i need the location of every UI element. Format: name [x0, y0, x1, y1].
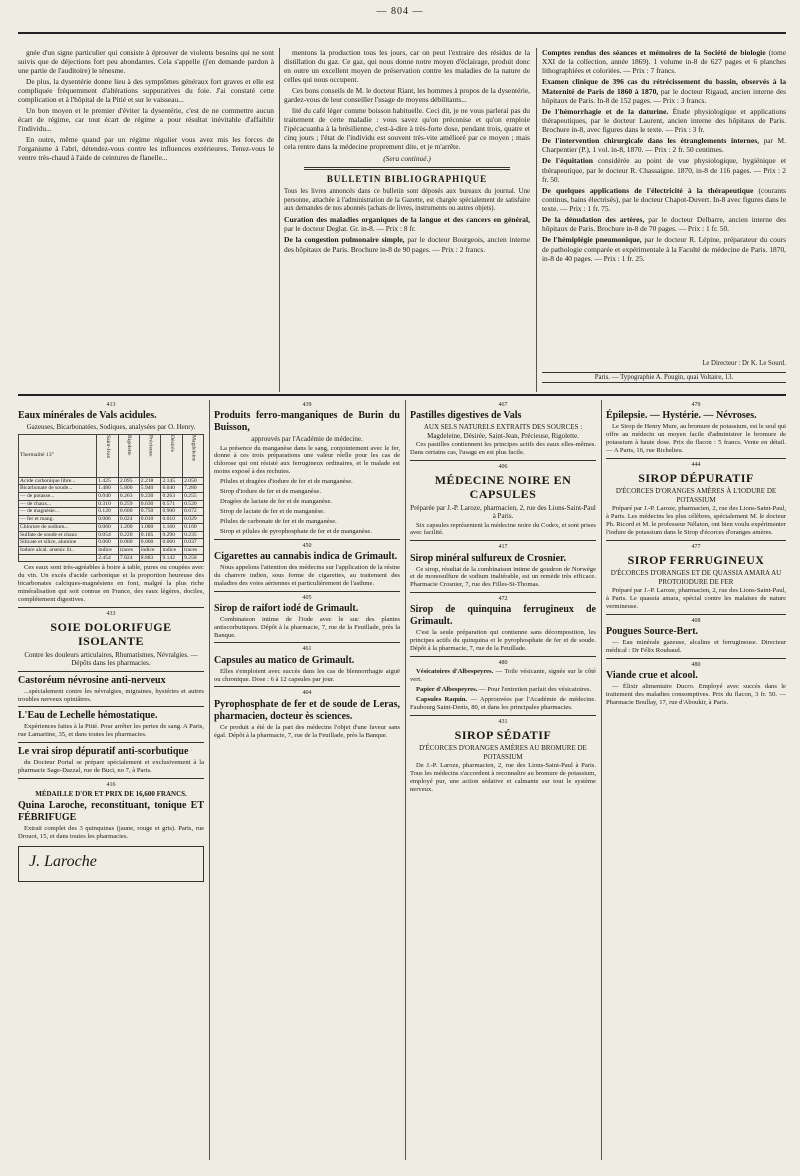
ad-title: Sirop minéral sulfureux de Crosnier.	[410, 552, 567, 564]
table-cell: 1.480	[97, 485, 119, 493]
ad-divider	[606, 614, 786, 615]
ads-column-4	[606, 400, 786, 1160]
table-cell: 1.425	[97, 477, 119, 485]
table-cell: — de magnésie...	[19, 508, 97, 516]
table-cell: 2.454	[97, 554, 119, 562]
bib-entry	[542, 235, 786, 262]
table-header: Précieuse	[139, 434, 161, 477]
table-header: Thermalité 13°	[19, 434, 97, 477]
table-cell: 6.040	[161, 485, 183, 493]
ad-text: du Docteur Portal se prépare spécialement et exclusivement à la pharmacie Sage-Dazzal, rue de Buci, no 7, à Paris.	[18, 759, 204, 775]
table-cell: 5.800	[118, 485, 139, 493]
table-row	[19, 500, 204, 508]
table-cell: 0.024	[118, 516, 139, 524]
table-cell: 2.095	[118, 477, 139, 485]
table-cell: Sulfate de soude et chaux	[19, 531, 97, 539]
ad-number: 467	[498, 402, 508, 408]
director-line: Le Directeur : Dr K. Le Sourd.	[702, 360, 786, 367]
table-row	[19, 554, 204, 562]
ad-title: Pougues Source-Bert.	[606, 626, 699, 638]
ad-text: — Eau minérale gazeuse, alcaline et ferrugineuse. Directeur médical : Dr Félix Roubaud.	[606, 639, 786, 654]
ad-text	[410, 686, 596, 694]
table-row	[19, 516, 204, 524]
bib-entry-text: considérée au point de vue physiologique, hygiénique et thérapeutique, par le docteur R. Chassaigne. 1870, in-8 de 116 pages. — Prix : 2 fr. 50.	[542, 156, 786, 184]
ad-number: 433	[106, 610, 116, 617]
ad-number: 450	[302, 542, 312, 549]
ad-title: Eaux minérales de Vals acidules.	[18, 410, 157, 422]
ad-title: Le vrai sirop dépuratif anti-scorbutique	[18, 746, 189, 758]
ad-subtitle: Préparée par J.-P. Laroze, pharmacien, 2, rue des Lions-Saint-Paul à Paris.	[410, 503, 596, 521]
ad-divider	[214, 686, 400, 687]
ad-list-item: Dragées de lactate de fer et de manganèse.	[220, 498, 333, 506]
ad-divider	[410, 540, 596, 541]
table-row	[19, 539, 204, 547]
table-cell: 0.060	[118, 539, 139, 547]
bib-entry	[542, 77, 786, 105]
table-cell: Bicarbonate de soude...	[19, 485, 97, 493]
ad-subtitle: D'ÉCORCES D'ORANGES AMÈRES À L'IODURE DE POTASSIUM	[615, 487, 777, 504]
ad-divider	[410, 656, 596, 657]
ads-column-3	[410, 400, 596, 1160]
column-divider	[209, 400, 210, 1160]
table-cell: 7.824	[118, 554, 139, 562]
ad-divider	[18, 671, 204, 672]
ad-divider	[214, 642, 400, 643]
bulletin-entry-title: Curation des maladies organiques de la langue et des cancers en général,	[284, 215, 530, 225]
bib-entry-text: Étude physiologique et applications thérapeutiques, par le docteur Laurent, ancien interne des hôpitaux de Paris. Brochure in-8, avec figures dans le texte. — Prix : 3 fr.	[542, 106, 786, 135]
ad-number: 461	[302, 646, 312, 653]
bib-entry-text: par le docteur Rigaud, ancien interne des hôpitaux de Paris. In-8 de 152 pages. — Prix : 3 francs.	[542, 86, 786, 105]
table-cell: 0.010	[161, 516, 183, 524]
table-cell: — fer et mang.	[19, 516, 97, 524]
table-cell: 1.200	[118, 523, 139, 531]
table-cell: 2.050	[183, 477, 204, 485]
table-row	[19, 485, 204, 493]
table-cell: 0.060	[161, 539, 183, 547]
ad-subtitle: D'ÉCORCES D'ORANGES AMÈRES AU BROMURE DE POTASSIUM	[419, 744, 587, 761]
ad-text: Le Sirop de Henry Mure, au bromure de potassium, est le seul qui offre au médecin un moyen facile d'administrer le bromure de potassium à haute dose. Prix du flacon : 5 francs. Vente en détail. — A Paris, 16, rue Richelieu.	[606, 423, 786, 454]
bulletin-entry-text: par le docteur Bourgeois, ancien interne des hôpitaux de Paris. Brochure in-8 de 90 pages. — Prix : 2 francs.	[284, 235, 530, 254]
bib-entry-title: De l'équitation	[542, 156, 593, 166]
bib-entry-title: Examen clinique de 396 cas du rétrécissement du bassin, observés à la Maternité de Paris de 1860 à 1870,	[542, 77, 786, 96]
article-paragraph: En outre, même quand par un régime régulier vous avez mis les forces de l'organisme à l'abri, détendez-vous contre les influences extérieures. Tenez-vous le ventre très-chaud à l'aide de ceintures de flanelle...	[18, 135, 274, 163]
table-cell: 0.600	[118, 508, 139, 516]
ads-column-2	[214, 400, 400, 1160]
bib-entry-title: De l'hémiplégie pneumonique,	[542, 235, 642, 245]
bib-entry-title: De l'intervention chirurgicale dans les étranglements internes,	[542, 136, 760, 146]
article-paragraph: lité du café léger comme boisson habituelle. Ceci dit, je ne vous parlerai pas du traitement de cette maladie : vous savez qu'on préconise et qu'on emploie l'ipécacuanha à la brésilienne, c'est-à-dire à très-forte dose, pendant trois, quatre et cinq jours ; l'état de l'individu est souvent très-vite amélioré par ce moyen ; mais cela rentre dans la médecine proprement dite, et je m'arrête.	[284, 106, 530, 152]
table-cell: 0.263	[161, 492, 183, 500]
ad-number: 439	[302, 402, 312, 408]
article-column-1	[18, 48, 274, 392]
table-cell: 0.750	[139, 508, 161, 516]
ad-title: Viande crue et alcool.	[606, 670, 698, 682]
table-cell: Silicate et silice, alumine	[19, 539, 97, 547]
page-number: — 804 —	[376, 6, 424, 17]
ad-title: Sirop de quinquina ferrugineux de Grimault.	[410, 604, 596, 628]
ad-number: 404	[302, 690, 312, 697]
ads-top-rule	[18, 394, 786, 396]
ad-divider	[606, 458, 786, 459]
medal-text: MÉDAILLE D'OR ET PRIX DE 16,600 FRANCS.	[35, 790, 187, 799]
printer-line: Paris. — Typographie A. Pougin, quai Voltaire, 13.	[542, 372, 786, 383]
bulletin-entry-title: De la congestion pulmonaire simple,	[284, 235, 405, 245]
ad-text: Six capsules représentent la médecine noire du Codex, et sont prises avec facilité.	[410, 521, 596, 537]
bib-entry	[542, 48, 786, 75]
ad-title: MÉDECINE NOIRE EN CAPSULES	[434, 472, 572, 502]
table-cell: 0.310	[97, 500, 119, 508]
table-cell: — de chaux...	[19, 500, 97, 508]
ad-number: 444	[691, 461, 701, 468]
ad-text: Ces pastilles contiennent les principes actifs des eaux elles-mêmes. Dans certains cas, l'usage en est plus facile.	[410, 440, 596, 456]
ad-list-item: Sirop d'iodure de fer et de manganèse.	[220, 488, 321, 496]
ad-subtitle: D'ÉCORCES D'ORANGES ET DE QUASSIA AMARA AU PROTOIODURE DE FER	[610, 569, 782, 586]
ad-number: 416	[106, 782, 116, 789]
ad-title: Castoréum névrosine anti-nerveux	[18, 674, 166, 686]
table-cell: 0.006	[97, 516, 119, 524]
table-cell: 0.060	[139, 539, 161, 547]
bulletin-entry	[284, 235, 530, 253]
ad-text: Préparé par J.-P. Laroze, pharmacien, 2, rue des Lions-Saint-Paul, à Paris. Le quassia amara, spécial contre les malaises de nature vermineuse.	[606, 587, 786, 610]
article-paragraph: Ces bons conseils de M. le docteur Riant, les hommes à propos de la dysentérie, gardez-vous de leur conseiller l'usage de moyens débilitants...	[284, 86, 530, 105]
bib-entry-text: par le docteur R. Lépine, préparateur du cours de pathologie comparée et expérimentale à la Faculté de médecine de Paris. 1870, in-8 de 40 pages. — Prix : 1 fr. 25.	[542, 235, 786, 263]
table-row	[19, 508, 204, 516]
ad-text: — Élixir alimentaire Ducro. Employé avec succès dans le traitement des maladies consomptives. Prix du flacon, 3 fr. 50. — Pharmacie Boullay, 17, rue d'Aboukir, à Paris.	[606, 683, 786, 706]
ad-title: SOIE DOLORIFUGE ISOLANTE	[50, 620, 172, 649]
table-cell: 0.571	[161, 500, 183, 508]
ad-number: 479	[691, 402, 701, 408]
table-cell: 0.160	[183, 523, 204, 531]
bulletin-intro: Tous les livres annoncés dans ce bulletin sont déposés aux bureaux du journal. Une personne, attachée à l'administration de la Gazette, est chargée spécialement de satisfaire aux demandes de nos abonnés (achats de livres, instruments ou autres objets).	[284, 188, 530, 212]
ad-text: Elles s'emploient avec succès dans les cas de blennorrhagie aiguë ou chronique. Dose : 6 à 12 capsules par jour.	[214, 667, 400, 683]
bib-entry-title: De l'hémorrhagie et de la daturine.	[542, 106, 669, 116]
bibliography-column	[542, 48, 786, 368]
table-cell: 0.900	[161, 508, 183, 516]
table-header: Rigolette	[118, 434, 139, 477]
table-row	[19, 492, 204, 500]
table-cell: 0.060	[97, 539, 119, 547]
table-cell: 0.235	[183, 531, 204, 539]
ad-title: Vésicatoires d'Albespeyres.	[416, 668, 494, 676]
article-paragraph: gnée d'un signe particulier qui consiste à éprouver de violents besoins qui ne sont suivis que de déjections fort peu abondantes. Cela s'appelle (j'en demande pardon à une partie de l'auditoire) le ténesme.	[18, 48, 274, 76]
ad-number: 406	[498, 463, 508, 470]
column-divider	[279, 48, 280, 392]
ad-text: C'est la seule préparation qui contienne sans décomposition, les principes actifs du quinquina et le pyrophosphate de fer et de soude. Dépôt à la pharmacie, 7, rue de la Feuillade.	[410, 629, 596, 653]
ad-text: ...spécialement contre les névralgies, migraines, hystéries et autres troubles nerveux opiniâtres.	[18, 687, 204, 703]
ad-title: Pastilles digestives de Vals	[410, 410, 522, 422]
bulletin-entry-text: par le docteur Deglat. Gr. in-8. — Prix : 8 fr.	[284, 224, 416, 234]
ad-divider	[410, 715, 596, 716]
column-divider	[536, 48, 537, 392]
ad-title: Capsules au matico de Grimault.	[214, 654, 355, 666]
ad-divider	[410, 460, 596, 461]
bib-entry-text: par le docteur Delbarre, ancien interne des hôpitaux de Paris. Brochure in-8 de 70 pages. — Prix : 1 fr. 50.	[542, 215, 786, 234]
table-cell: 0.672	[183, 508, 204, 516]
ad-subtitle: approuvés par l'Académie de médecine.	[251, 435, 363, 444]
table-cell: Iodure alcal. arsenic lit..	[19, 546, 97, 554]
ad-divider	[214, 539, 400, 540]
ad-number: 477	[691, 543, 701, 550]
ad-text: — Pour l'entretien parfait des vésicatoires.	[478, 686, 592, 694]
ad-number: 472	[498, 596, 508, 603]
table-cell: 9.258	[183, 554, 204, 562]
ad-text: Ce sirop, résultat de la combinaison intime de goudron de Norwége et de monosulfure de sodium inaltérable, est un remède très efficace. Pharmacie Crosnier, 7, rue des Filles-St-Thomas.	[410, 565, 596, 589]
bib-entry-text: par M. Charpentier (P.), 1 vol. in-8, 1870. — Prix : 2 fr. 50 centimes.	[542, 136, 786, 155]
table-cell: 0.185	[139, 531, 161, 539]
table-header-row	[19, 434, 204, 477]
table-cell: 0.220	[118, 531, 139, 539]
table-cell: 7.280	[183, 485, 204, 493]
table-cell: 0.060	[97, 523, 119, 531]
ad-text: De J.-P. Laroze, pharmacien, 2, rue des Lions-Saint-Paul à Paris. Tous les médecins s'accordent à reconnaître au bromure de potassium, employé pur, une action sédative et calmante sur tout le système nerveux.	[410, 762, 596, 793]
ad-list-item: Sirop de lactate de fer et de manganèse.	[220, 507, 325, 515]
table-cell: 0.029	[183, 516, 204, 524]
ad-number: 480	[498, 660, 508, 667]
ad-title: Pyrophosphate de fer et de soude de Leras, pharmacien, docteur ès sciences.	[214, 698, 400, 722]
ad-divider	[606, 540, 786, 541]
ad-divider	[18, 706, 204, 707]
table-cell: 0.290	[161, 531, 183, 539]
ad-number: 408	[691, 617, 701, 624]
table-cell: traces	[183, 546, 204, 554]
table-cell: 5.940	[139, 485, 161, 493]
ad-text: Nous appelons l'attention des médecins sur l'application de la résine du chanvre indien, sous forme de cigarettes, au traitement des maladies des voies aériennes et particulièrement de l'asthme.	[214, 563, 400, 587]
ad-text: Expériences faites à la Pitié. Pour arrêter les pertes de sang. A Paris, rue Lamartine, 35, et dans toutes les pharmacies.	[18, 723, 204, 739]
column-divider	[601, 400, 602, 1160]
article-paragraph: Un bon moyen et le premier d'éviter la dysentérie, c'est de ne commettre aucun écart de régime, car tout écart de régime a pour résultat inévitable d'affaiblir l'individu...	[18, 106, 274, 134]
bib-entry-title: Comptes rendus des séances et mémoires de la Société de biologie	[542, 48, 766, 57]
table-cell: Acide carbonique libre...	[19, 477, 97, 485]
table-cell: 0.230	[139, 492, 161, 500]
table-cell: — de potasse...	[19, 492, 97, 500]
table-row	[19, 477, 204, 485]
ad-text: Extrait complet des 3 quinquinas (jaune, rouge et gris). Paris, rue Drouot, 15, et dans toutes les pharmacies.	[18, 824, 204, 840]
column-divider	[405, 400, 406, 1160]
ad-text: — Toile vésicante, signée sur le côté vert.	[410, 668, 596, 684]
header-rule	[18, 32, 786, 34]
ad-title: Capsules Raquin.	[416, 696, 468, 704]
signature-logo	[18, 846, 204, 882]
ad-list-item: Pilules et dragées d'iodure de fer et de manganèse.	[220, 478, 353, 486]
ad-list-item: Sirop et pilules de pyrophosphate de fer et de manganèse.	[220, 527, 372, 535]
bib-entry	[542, 186, 786, 213]
ad-text: — Approuvées par l'Académie de médecine. Faubourg Saint-Denis, 80, et dans les principales pharmacies.	[410, 696, 596, 711]
ad-subtitle: Contre les douleurs articulaires, Rhumatismes, Névralgies. — Dépôts dans les pharmacies.	[24, 650, 198, 668]
ad-number: 413	[106, 402, 116, 408]
table-cell: 0.263	[118, 492, 139, 500]
article-paragraph: De plus, la dysentérie donne lieu à des symptômes généraux fort graves et elle est compliquée fréquemment d'altérations suppuratives du foie. J'ai constaté cette complication et à l'hôpital de la Pitié et sur le vaisseau...	[18, 77, 274, 105]
table-cell: indice	[139, 546, 161, 554]
ad-text: Ces eaux sont très-agréables à boire à table, pures ou coupées avec du vin. Un excès d'acide carbonique et la proportion heureuse des bicarbonates calciques-magnésiens en font, malgré la plus riche minéralisation qui soit connue en France, des eaux légères, dociles, complétement digestives.	[18, 564, 204, 603]
ad-text: La présence du manganèse dans le sang, conjointement avec le fer, donne à ces trois préparations une valeur réelle pour les cas de chlorose qui ont résisté aux ferrugineux ordinaires, et le malade est moins exposé à des rechutes.	[214, 444, 400, 476]
ad-text: Ce produit a été de la part des médecins l'objet d'une faveur sans égal. Dépôt à la pharmacie, 7, rue de la Feuillade, près la Banque.	[214, 723, 400, 739]
ad-divider	[606, 658, 786, 659]
ads-column-1	[18, 400, 204, 1160]
bib-entry	[542, 136, 786, 154]
ad-divider	[18, 607, 204, 608]
ad-number: 480	[691, 661, 701, 668]
ad-text	[410, 668, 596, 684]
ad-title: SIROP DÉPURATIF	[638, 471, 754, 485]
ad-text	[410, 696, 596, 712]
ad-title: Papier d'Albespeyres.	[416, 686, 478, 694]
mineral-analysis-table	[18, 434, 204, 563]
table-cell: 1.080	[139, 523, 161, 531]
ad-number: 405	[302, 594, 312, 601]
table-cell: 9.142	[161, 554, 183, 562]
table-cell: 0.255	[183, 492, 204, 500]
bib-entry-title: De la dénudation des artères,	[542, 215, 645, 225]
continued-note: (Sera continué.)	[383, 154, 431, 164]
table-cell: 0.037	[183, 539, 204, 547]
ad-title: Produits ferro-manganiques de Burin du Buisson,	[214, 410, 400, 434]
table-cell: 0.259	[118, 500, 139, 508]
table-header: Saint-Jean	[97, 434, 119, 477]
ad-divider	[410, 592, 596, 593]
ad-text: Combinaison intime de l'iode avec le suc des plantes antiscorbutiques. Dépôt à la pharmacie, 7, rue de la Feuillade, près la Banque.	[214, 615, 400, 639]
bib-entry	[542, 107, 786, 134]
table-cell: 8.883	[139, 554, 161, 562]
bulletin-entry	[284, 215, 530, 233]
ad-title: SIROP SÉDATIF	[454, 728, 552, 743]
ad-divider	[18, 778, 204, 779]
signature-icon: J. Laroche	[29, 853, 97, 871]
table-header: Magdeleine	[183, 434, 204, 477]
table-cell: 0.010	[139, 516, 161, 524]
bib-entry	[542, 156, 786, 183]
ad-subtitle: AUX SELS NATURELS EXTRAITS DES SOURCES : Magdeleine, Désirée, Saint-Jean, Précieuse, Rigolette.	[423, 423, 583, 440]
bib-entry-text: (tome XXI de la collection, année 1869). 1 volume in-8 de 627 pages et 6 planches lithographiées et coloriées. — Prix : 7 francs.	[542, 48, 786, 76]
table-cell: 0.120	[97, 508, 119, 516]
table-header: Désirée	[161, 434, 183, 477]
table-cell: 0.520	[183, 500, 204, 508]
ad-number: 417	[498, 544, 508, 551]
table-cell: Chlorure de sodium...	[19, 523, 97, 531]
ad-divider	[18, 742, 204, 743]
bib-entry-text: (courants continus, bains électrisés), par le docteur Chapot-Duvert. In-8 avec figures dans le texte. — Prix : 1 fr. 75.	[542, 185, 786, 214]
bib-entry	[542, 215, 786, 233]
ad-number: 431	[498, 718, 508, 725]
ad-divider	[214, 591, 400, 592]
ad-text: Préparé par J.-P. Laroze, pharmacien, 2, rue des Lions-Saint-Paul, à Paris. Les médecins les plus célèbres, spécialement M. le docteur Ph. Ricord et M. le professeur Nélaton, ont bien voulu expérimenter l'iodure de potassium dans le Sirop d'écorces d'oranges amères.	[606, 505, 786, 536]
table-cell: 1.160	[161, 523, 183, 531]
table-cell: indice	[97, 546, 119, 554]
table-cell: 0.040	[97, 492, 119, 500]
ad-title: Sirop de raifort iodé de Grimault.	[214, 602, 359, 614]
ornament-rule	[304, 167, 510, 170]
bulletin-title: BULLETIN BIBLIOGRAPHIQUE	[326, 174, 488, 185]
table-cell: 0.054	[97, 531, 119, 539]
article-paragraph: mentons la production tous les jours, car on peut l'extraire des résidus de la distillation du gaz. Ce gaz, qui nous donne notre moyen d'éclairage, produit donc en outre un excellent moyen de préservation contre les maladies de la nature de celles qui nous occupent.	[284, 48, 530, 85]
ad-title: SIROP FERRUGINEUX	[627, 552, 765, 567]
ad-title: L'Eau de Lechelle hémostatique.	[18, 710, 158, 722]
ad-title: Quina Laroche, reconstituant, tonique ET FÉBRIFUGE	[18, 799, 204, 823]
article-column-2	[284, 48, 530, 392]
table-cell	[19, 554, 97, 562]
table-cell: traces	[118, 546, 139, 554]
table-cell: 2.145	[161, 477, 183, 485]
ad-list-item: Pilules de carbonate de fer et de manganèse.	[220, 517, 337, 525]
ad-title: Épilepsie. — Hystérie. — Névroses.	[606, 410, 757, 422]
table-cell: 0.630	[139, 500, 161, 508]
table-cell: indice	[161, 546, 183, 554]
ad-subtitle: Gazeuses, Bicarbonatées, Sodiques, analysées par O. Henry.	[26, 423, 196, 432]
table-cell: 2.218	[139, 477, 161, 485]
table-body	[19, 477, 204, 562]
table-row	[19, 531, 204, 539]
ad-title: Cigarettes au cannabis indica de Grimault.	[214, 550, 398, 562]
bib-entry-title: De quelques applications de l'électricité à la thérapeutique	[542, 185, 754, 195]
table-row	[19, 546, 204, 554]
table-row	[19, 523, 204, 531]
